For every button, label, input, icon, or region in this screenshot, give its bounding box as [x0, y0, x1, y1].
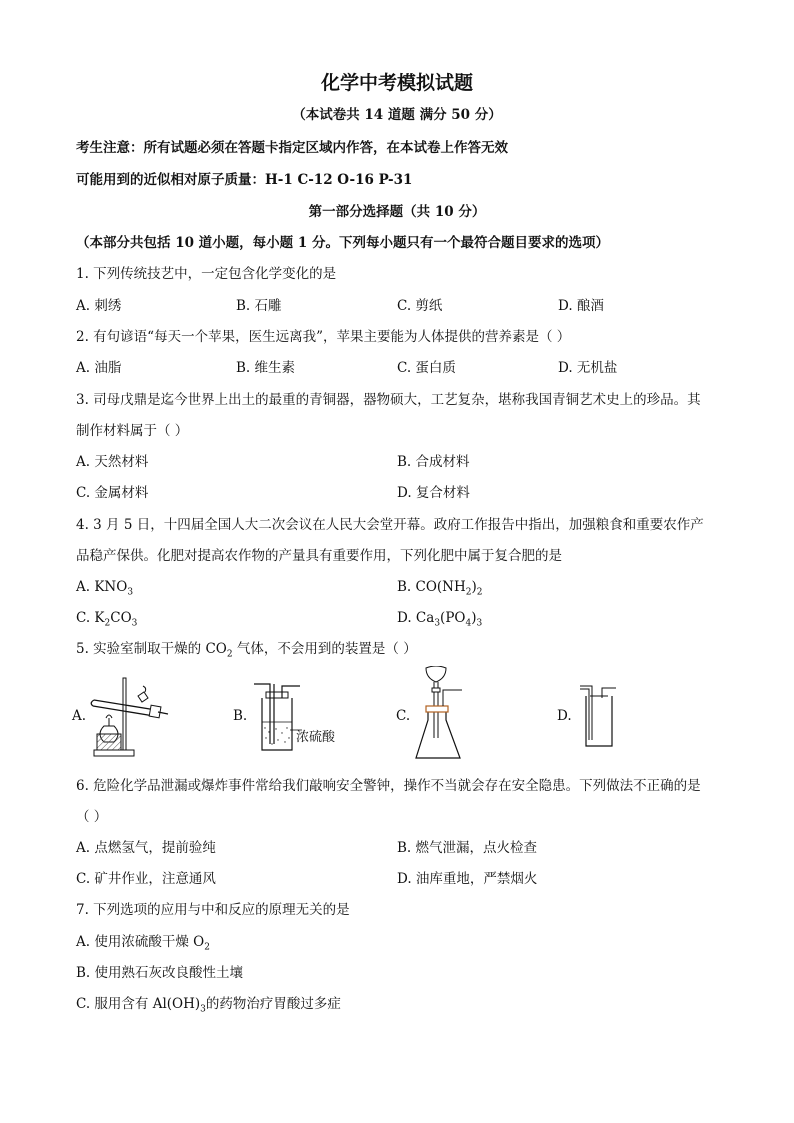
q1-option-c: C. 剪纸: [397, 298, 443, 314]
section-note: （本部分共包括 10 道小题，每小题 1 分。下列每小题只有一个最符合题目要求的选项）: [76, 235, 609, 251]
q6-option-c: C. 矿井作业，注意通风: [76, 871, 216, 887]
q6-option-b: B. 燃气泄漏，点火检查: [397, 840, 538, 856]
question-7-stem: 7. 下列选项的应用与中和反应的原理无关的是: [76, 902, 350, 918]
q1-option-b: B. 石雕: [236, 298, 282, 314]
q2-option-d: D. 无机盐: [558, 360, 618, 376]
q3-option-b: B. 合成材料: [397, 454, 470, 470]
q5-option-d-label: D.: [557, 708, 572, 724]
q5-option-c-label: C.: [396, 708, 411, 724]
q4-option-a: A. $KNO_3$: [76, 579, 134, 598]
notice-text: 考生注意：所有试题必须在答题卡指定区域内作答，在本试卷上作答无效: [76, 140, 508, 156]
question-4-stem-line2: 品稳产保供。化肥对提高农作物的产量具有重要作用，下列化肥中属于复合肥的是: [76, 548, 562, 564]
q7-option-c: C. 服用含有 $Al(OH)_3$的药物治疗胃酸过多症: [76, 996, 341, 1015]
q5-option-b-label: B.: [233, 708, 248, 724]
q2-option-c: C. 蛋白质: [397, 360, 456, 376]
question-1-stem: 1. 下列传统技艺中，一定包含化学变化的是: [76, 266, 337, 282]
q7-option-a: A. 使用浓硫酸干燥 $O_2$: [76, 934, 210, 953]
question-2-stem: 2. 有句谚语“每天一个苹果，医生远离我”，苹果主要能为人体提供的营养素是（ ）: [76, 329, 571, 345]
question-5-stem: 5. 实验室制取干燥的 $CO_2$ 气体，不会用到的装置是（ ）: [76, 641, 417, 660]
question-6-stem-line2: （ ）: [76, 809, 108, 825]
q5-option-a-label: A.: [72, 708, 87, 724]
q4-option-c: C. $K_2CO_3$: [76, 610, 138, 629]
page-title: 化学中考模拟试题: [320, 72, 473, 94]
q3-option-a: A. 天然材料: [76, 454, 149, 470]
q2-option-b: B. 维生素: [236, 360, 296, 376]
q5-b-concentrated-acid-label: 浓硫酸: [296, 730, 336, 745]
q3-option-c: C. 金属材料: [76, 485, 149, 501]
q4-option-b: B. $CO(NH_2)_2$: [397, 579, 483, 598]
gas-collecting-bottle-icon: [578, 684, 618, 748]
question-3-stem-line2: 制作材料属于（ ）: [76, 423, 189, 439]
q1-option-a: A. 刺绣: [76, 298, 122, 314]
q6-option-a: A. 点燃氢气，提前验纯: [76, 840, 216, 856]
conical-flask-funnel-icon: [412, 666, 464, 762]
heating-apparatus-icon: [88, 672, 178, 758]
q4-option-d: D. $Ca_3(PO_4)_3$: [397, 610, 483, 629]
q1-option-d: D. 酿酒: [558, 298, 604, 314]
q7-option-b: B. 使用熟石灰改良酸性土壤: [76, 965, 244, 981]
q2-option-a: A. 油脂: [76, 360, 122, 376]
q6-option-d: D. 油库重地，严禁烟火: [397, 871, 538, 887]
question-4-stem-line1: 4. 3 月 5 日，十四届全国人大二次会议在人民大会堂开幕。政府工作报告中指出，加强粮食和重要农作产: [76, 517, 704, 533]
question-3-stem-line1: 3. 司母戊鼎是迄今世界上出土的最重的青铜器，器物硕大，工艺复杂，堪称我国青铜艺术史上的珍品。其: [76, 392, 701, 408]
section-title: 第一部分选择题（共 10 分）: [308, 204, 486, 220]
gas-washing-bottle-icon: [252, 682, 302, 754]
question-6-stem-line1: 6. 危险化学品泄漏或爆炸事件常给我们敲响安全警钟，操作不当就会存在安全隐患。下列做法不正确的是: [76, 778, 701, 794]
q3-option-d: D. 复合材料: [397, 485, 470, 501]
atomic-mass-text: 可能用到的近似相对原子质量：H-1 C-12 O-16 P-31: [76, 172, 413, 188]
exam-subtitle: （本试卷共 14 道题 满分 50 分）: [292, 107, 502, 123]
